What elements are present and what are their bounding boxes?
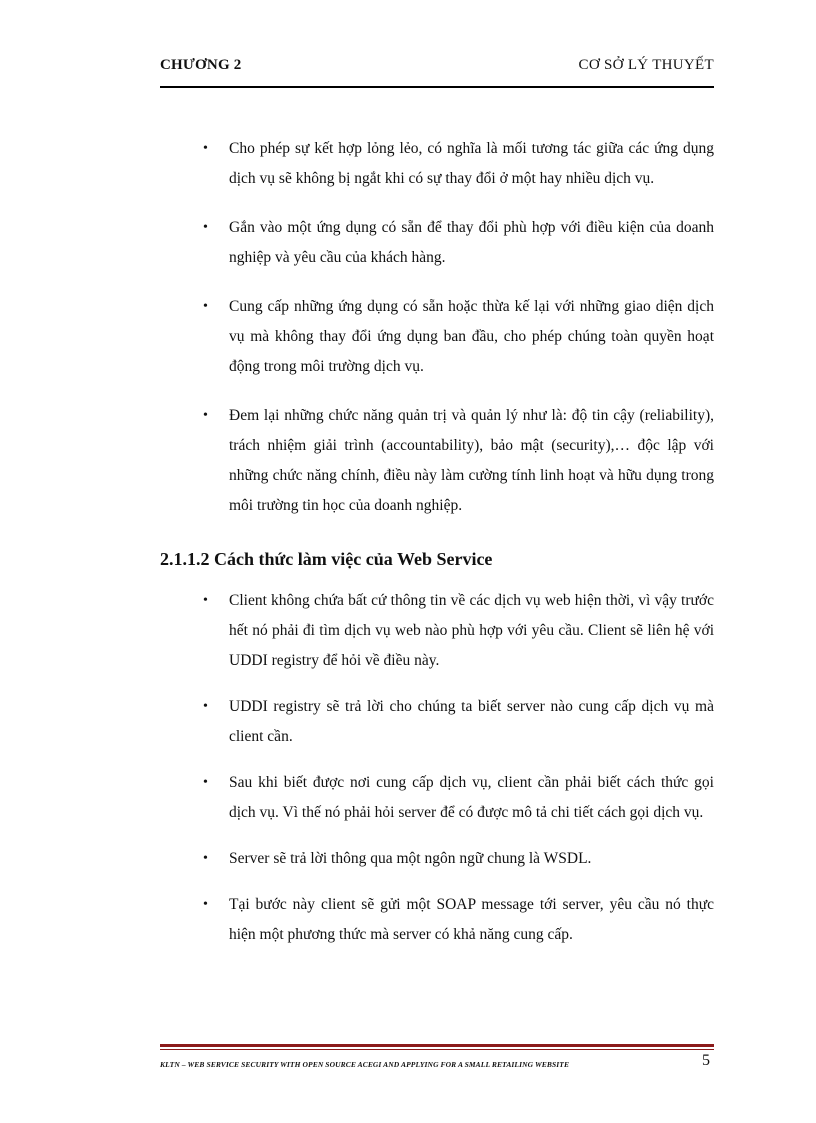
list-item-text: Tại bước này client sẽ gửi một SOAP message tới server, yêu cầu nó thực hiện một phương thức mà server có khả năng cung cấp. xyxy=(229,896,714,943)
bullet-icon: • xyxy=(203,220,208,235)
bullet-icon: • xyxy=(203,593,208,608)
list-item-text: Cung cấp những ứng dụng có sẵn hoặc thừa kế lại với những giao diện dịch vụ mà không thay đổi ứng dụng ban đầu, cho phép chúng toàn quyền hoạt động trong môi trường dịch vụ. xyxy=(229,298,714,375)
bullet-icon: • xyxy=(203,408,208,423)
list-item xyxy=(160,213,714,273)
list-item xyxy=(160,292,714,382)
bullet-icon: • xyxy=(203,299,208,314)
list-item xyxy=(160,692,714,752)
list-item xyxy=(160,768,714,828)
page-body xyxy=(160,134,714,950)
section-bullet-list xyxy=(160,586,714,950)
section-heading: 2.1.1.2 Cách thức làm việc của Web Service xyxy=(160,549,493,569)
bullet-icon: • xyxy=(203,699,208,714)
page-header xyxy=(160,57,714,74)
list-item xyxy=(160,134,714,194)
footer-divider-thin xyxy=(160,1049,714,1050)
list-item xyxy=(160,844,714,874)
list-item-text: Client không chứa bất cứ thông tin về các dịch vụ web hiện thời, vì vậy trước hết nó phải đi tìm dịch vụ web nào phù hợp với yêu cầu. Client sẽ liên hệ với UDDI registry để hỏi về điều này. xyxy=(229,592,714,669)
footer-divider-thick xyxy=(160,1044,714,1047)
intro-bullet-list xyxy=(160,134,714,521)
list-item xyxy=(160,401,714,521)
page-number: 5 xyxy=(702,1052,710,1069)
bullet-icon: • xyxy=(203,775,208,790)
list-item xyxy=(160,586,714,676)
list-item-text: Gắn vào một ứng dụng có sẵn để thay đổi phù hợp với điều kiện của doanh nghiệp và yêu cầu của khách hàng. xyxy=(229,219,714,266)
list-item-text: Server sẽ trả lời thông qua một ngôn ngữ chung là WSDL. xyxy=(229,850,592,867)
bullet-icon: • xyxy=(203,897,208,912)
list-item-text: Sau khi biết được nơi cung cấp dịch vụ, client cần phải biết cách thức gọi dịch vụ. Vì thế nó phải hỏi server để có được mô tả chi tiết cách gọi dịch vụ. xyxy=(229,774,714,821)
list-item-text: Cho phép sự kết hợp lỏng lẻo, có nghĩa là mối tương tác giữa các ứng dụng dịch vụ sẽ không bị ngắt khi có sự thay đổi ở một hay nhiều dịch vụ. xyxy=(229,140,714,187)
bullet-icon: • xyxy=(203,851,208,866)
chapter-label: CHƯƠNG 2 xyxy=(160,57,242,73)
list-item-text: Đem lại những chức năng quản trị và quản lý như là: độ tin cậy (reliability), trách nhiệm giải trình (accountability), bảo mật (security),… độc lập với những chức năng chính, điều này làm cường tính linh hoạt và hữu dụng trong môi trường tin học của doanh nghiệp. xyxy=(229,407,714,514)
list-item xyxy=(160,890,714,950)
footer-thesis-title: KLTN – WEB SERVICE SECURITY WITH OPEN SOURCE ACEGI AND APPLYING FOR A SMALL RETAILING WEBSITE xyxy=(160,1060,570,1069)
header-divider xyxy=(160,86,714,88)
chapter-title: CƠ SỞ LÝ THUYẾT xyxy=(578,57,714,73)
list-item-text: UDDI registry sẽ trả lời cho chúng ta biết server nào cung cấp dịch vụ mà client cần. xyxy=(229,698,714,745)
bullet-icon: • xyxy=(203,141,208,156)
